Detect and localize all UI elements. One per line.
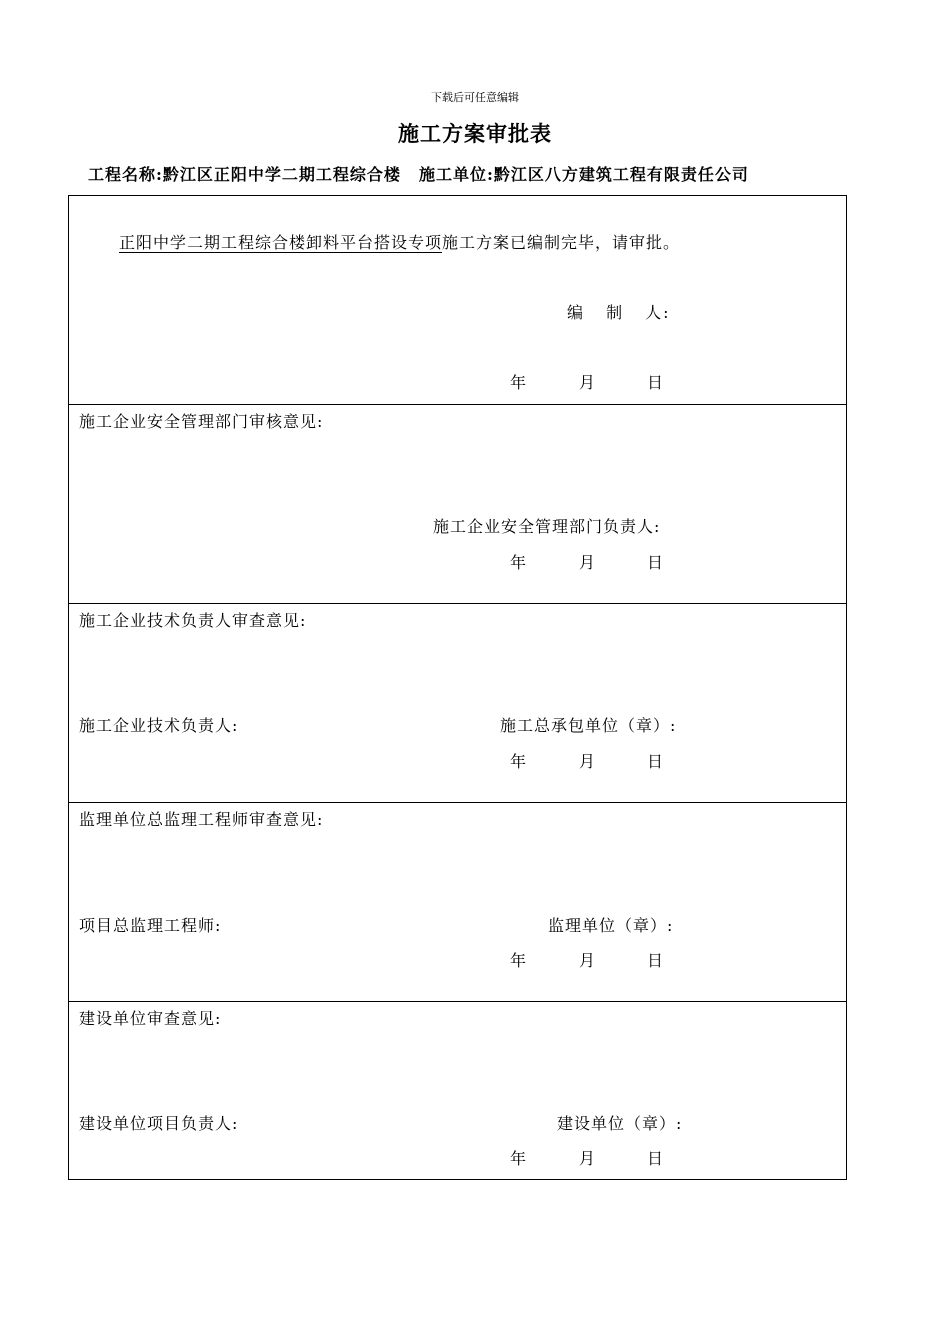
date-day: 日 (647, 373, 665, 392)
submission-statement-rest: 施工方案已编制完毕，请审批。 (442, 233, 681, 252)
technical-unit-label: 施工总承包单位（章）: (500, 716, 677, 735)
safety-dept-section (69, 405, 846, 604)
date-month: 月 (579, 553, 597, 572)
safety-dept-date (510, 550, 664, 573)
project-name: 黔江区正阳中学二期工程综合楼 (162, 165, 401, 184)
owner-section (69, 1002, 846, 1179)
contractor-label: 施工单位: (418, 165, 494, 184)
owner-unit-label: 建设单位（章）: (557, 1114, 683, 1133)
date-day: 日 (647, 951, 665, 970)
project-info-line (88, 162, 749, 185)
project-label: 工程名称: (88, 165, 163, 184)
preparer-label: 编 制 人: (567, 303, 671, 322)
supervision-unit-label: 监理单位（章）: (548, 916, 674, 935)
page-title: 施工方案审批表 (398, 121, 552, 146)
date-month: 月 (579, 752, 597, 771)
owner-signer-label: 建设单位项目负责人: (79, 1114, 239, 1133)
submission-section (69, 196, 846, 405)
technical-section (69, 604, 846, 803)
technical-heading: 施工企业技术负责人审查意见: (79, 611, 307, 630)
supervision-section (69, 803, 846, 1002)
date-year: 年 (510, 553, 528, 572)
submission-statement-underlined: 正阳中学二期工程综合楼卸料平台搭设专项 (119, 233, 443, 252)
supervision-heading: 监理单位总监理工程师审查意见: (79, 810, 324, 829)
date-day: 日 (647, 752, 665, 771)
date-year: 年 (510, 373, 528, 392)
owner-heading: 建设单位审查意见: (79, 1009, 222, 1028)
date-month: 月 (579, 951, 597, 970)
date-year: 年 (510, 951, 528, 970)
contractor-name: 黔江区八方建筑工程有限责任公司 (493, 165, 749, 184)
watermark-text: 下载后可任意编辑 (431, 91, 519, 104)
approval-form-table (68, 195, 847, 1180)
date-day: 日 (647, 1149, 665, 1168)
date-month: 月 (579, 373, 597, 392)
technical-signer-label: 施工企业技术负责人: (79, 716, 239, 735)
date-year: 年 (510, 1149, 528, 1168)
date-year: 年 (510, 752, 528, 771)
safety-dept-heading: 施工企业安全管理部门审核意见: (79, 412, 324, 431)
owner-date (510, 1146, 664, 1169)
safety-dept-signer-label: 施工企业安全管理部门负责人: (433, 517, 661, 536)
supervision-date (510, 948, 664, 971)
supervision-signer-label: 项目总监理工程师: (79, 916, 222, 935)
date-month: 月 (579, 1149, 597, 1168)
date-day: 日 (647, 553, 665, 572)
submission-date (510, 370, 664, 393)
submission-statement (119, 230, 680, 253)
technical-date (510, 749, 664, 772)
